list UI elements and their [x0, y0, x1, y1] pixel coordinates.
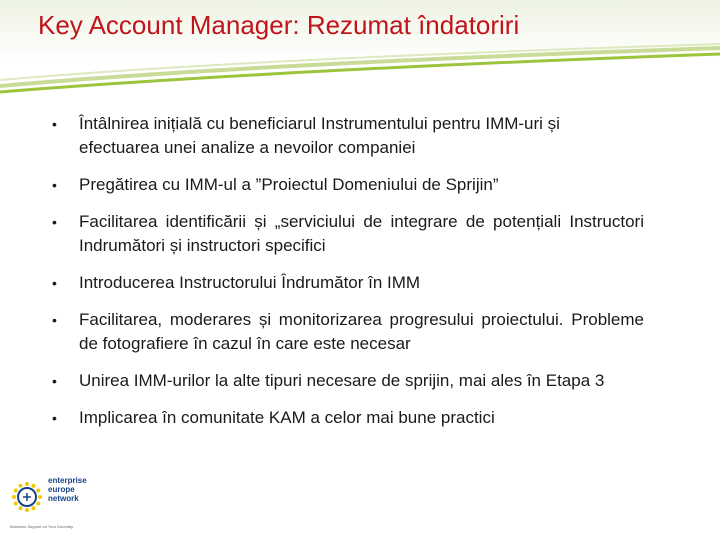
bullet-item: [50, 271, 644, 295]
bullet-text: Implicarea în comunitate KAM a celor mai bune practici: [79, 408, 495, 427]
enterprise-europe-network-logo: [10, 476, 86, 532]
logo-line: enterprise: [48, 476, 87, 485]
bullet-item: [50, 308, 644, 356]
bullet-item: [50, 406, 644, 430]
bullet-item: [50, 112, 644, 160]
bullet-text: Unirea IMM-urilor la alte tipuri necesare de sprijin, mai ales în Etapa 3: [79, 371, 605, 390]
bullet-text: Pregătirea cu IMM-ul a ”Proiectul Domeniului de Sprijin”: [79, 175, 499, 194]
bullet-dot: •: [52, 410, 57, 426]
bullet-dot: •: [52, 177, 57, 193]
bullet-list: [50, 112, 644, 443]
bullet-text: Facilitarea identificării și „serviciului de integrare de potențiali Instructori Indrumători și instructori specifici: [79, 212, 644, 255]
bullet-text: Întâlnirea inițială cu beneficiarul Instrumentului pentru IMM-uri și efectuarea unei analize a nevoilor companiei: [79, 114, 560, 157]
eu-stars-icon: [10, 480, 44, 514]
logo-line: network: [48, 494, 79, 503]
logo-subtitle: Business Support on Your Doorstep: [10, 524, 74, 529]
slide-title: Key Account Manager: Rezumat îndatoriri: [38, 10, 520, 40]
bullet-item: [50, 173, 644, 197]
bullet-dot: •: [52, 312, 57, 328]
bullet-dot: •: [52, 373, 57, 389]
bullet-dot: •: [52, 275, 57, 291]
bullet-dot: •: [52, 214, 57, 230]
bullet-dot: •: [52, 116, 57, 132]
bullet-text: Facilitarea, moderares și monitorizarea progresului proiectului. Probleme de fotografiere în cazul în care este necesar: [79, 310, 644, 353]
bullet-item: [50, 210, 644, 258]
bullet-item: [50, 369, 644, 393]
logo-line: europe: [48, 485, 75, 494]
bullet-text: Introducerea Instructorului Îndrumător în IMM: [79, 273, 421, 292]
logo-wordmark: [48, 476, 87, 503]
